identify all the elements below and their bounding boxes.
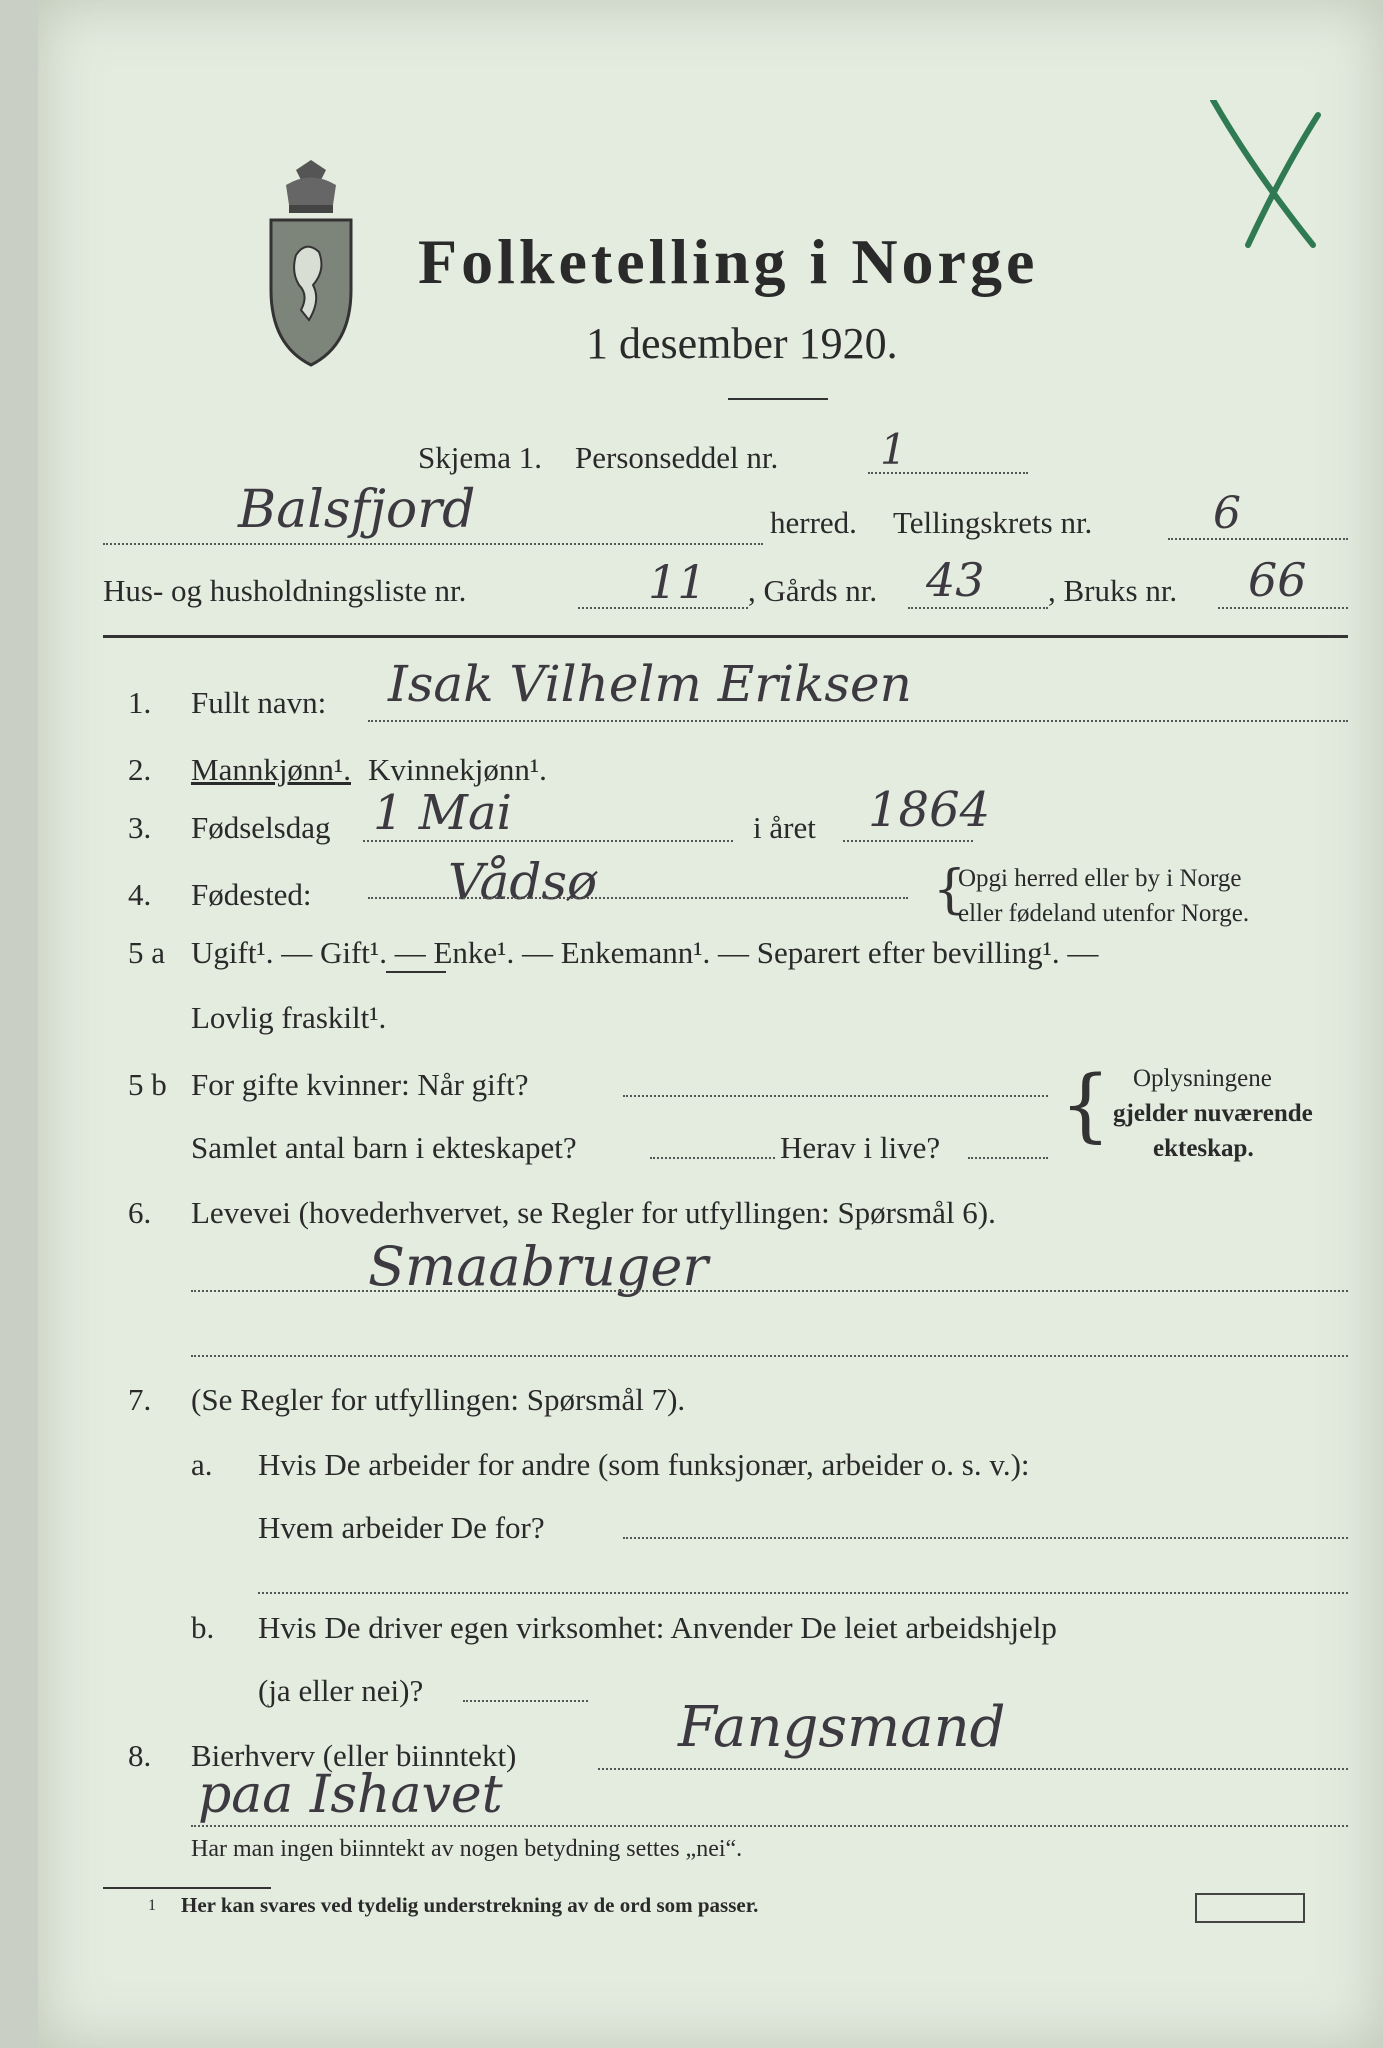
q7a-answer-line-2 [258, 1592, 1348, 1594]
q1-line [368, 720, 1348, 722]
q7b-line-1: Hvis De driver egen virksomhet: Anvender De leiet arbeidshjelp [258, 1610, 1057, 1645]
q2-number: 2. [128, 752, 152, 787]
green-x-mark-icon [1203, 100, 1323, 250]
q5b-line-2 [650, 1157, 775, 1159]
herred-label: herred. [770, 505, 857, 540]
q3-day-line [363, 840, 733, 842]
q7a-line-1: Hvis De arbeider for andre (som funksjonær, arbeider o. s. v.): [258, 1447, 1030, 1482]
q7b-answer-line [463, 1700, 588, 1702]
q7b-letter: b. [191, 1610, 215, 1645]
q5b-number: 5 b [128, 1067, 167, 1102]
q5b-line-3 [968, 1157, 1048, 1159]
q3-year-line [843, 840, 973, 842]
q7-label: (Se Regler for utfyllingen: Spørsmål 7). [191, 1382, 686, 1417]
q8-label: Bierhverv (eller biinntekt) [191, 1738, 517, 1773]
q4-note-1: Opgi herred eller by i Norge [958, 865, 1242, 892]
q6-label: Levevei (hovederhvervet, se Regler for utfyllingen: Spørsmål 6). [191, 1195, 996, 1230]
footnote-mark: 1 [148, 1897, 156, 1914]
personseddel-line [868, 472, 1028, 474]
q3-year-value: 1864 [868, 782, 991, 838]
q5b-note-2: gjelder nuværende [1113, 1100, 1313, 1127]
husliste-label: Hus- og husholdningsliste nr. [103, 573, 467, 608]
tellingskrets-value: 6 [1213, 488, 1241, 539]
q4-note-2: eller fødeland utenfor Norge. [958, 900, 1250, 927]
q4-line [368, 897, 908, 899]
q5b-label-2: Samlet antal barn i ekteskapet? [191, 1130, 577, 1165]
form-title: Folketelling i Norge [418, 226, 1039, 297]
q8-note: Har man ingen biinntekt av nogen betydning settes „nei“. [191, 1836, 743, 1862]
q5b-line-1 [623, 1095, 1048, 1097]
q1-value: Isak Vilhelm Eriksen [388, 655, 912, 713]
tellingskrets-line [1168, 538, 1348, 540]
herred-line [103, 543, 763, 545]
bruks-label: , Bruks nr. [1048, 573, 1178, 608]
form-date: 1 desember 1920. [586, 319, 898, 368]
bruks-value: 66 [1248, 553, 1307, 607]
gards-line [908, 607, 1048, 609]
personseddel-value: 1 [880, 425, 907, 474]
q4-label: Fødested: [191, 877, 312, 912]
q4-number: 4. [128, 877, 152, 912]
printer-stamp-icon [1195, 1893, 1305, 1923]
q5a-number: 5 a [128, 935, 166, 970]
footnote-text: Her kan svares ved tydelig understrekning av de ord som passer. [181, 1893, 759, 1917]
skjema-label: Skjema 1. [418, 440, 542, 475]
gards-label: , Gårds nr. [748, 573, 878, 608]
q7a-line-2: Hvem arbeider De for? [258, 1510, 545, 1545]
q7a-letter: a. [191, 1447, 213, 1482]
q5b-note-3: ekteskap. [1153, 1135, 1254, 1162]
q7-number: 7. [128, 1382, 152, 1417]
gift-underline [386, 971, 446, 973]
gards-value: 43 [926, 553, 985, 607]
q5b-brace: { [1060, 1058, 1111, 1151]
husliste-value: 11 [648, 555, 707, 609]
footnote-rule [103, 1887, 271, 1889]
q4-value: Vådsø [448, 853, 598, 911]
q2-male: Mannkjønn¹. [191, 752, 351, 787]
q8-value-2: paa Ishavet [198, 1765, 503, 1825]
tellingskrets-label: Tellingskrets nr. [893, 505, 1093, 540]
q8-line-1 [598, 1768, 1348, 1770]
q8-value-1: Fangsmand [678, 1695, 1006, 1760]
header-rule [103, 635, 1348, 638]
q5b-label-1: For gifte kvinner: Når gift? [191, 1067, 529, 1102]
q8-number: 8. [128, 1738, 152, 1773]
q8-line-2 [191, 1825, 1348, 1827]
q3-number: 3. [128, 810, 152, 845]
title-divider [728, 398, 828, 400]
q5b-label-3: Herav i live? [780, 1130, 941, 1165]
personseddel-label: Personseddel nr. [575, 440, 779, 475]
husliste-line [578, 607, 748, 609]
q3-label: Fødselsdag [191, 810, 331, 845]
q2-female: Kvinnekjønn¹. [368, 752, 547, 787]
bruks-line [1218, 607, 1348, 609]
q1-label: Fullt navn: [191, 685, 327, 720]
q5a-options-2: Lovlig fraskilt¹. [191, 1000, 387, 1035]
norway-lion-crest-icon [251, 160, 371, 370]
q3-year-label: i året [753, 810, 816, 845]
herred-value: Balsfjord [238, 480, 476, 540]
q5b-note-1: Oplysningene [1133, 1065, 1272, 1092]
q5a-options: Ugift¹. — Gift¹. — Enke¹. — Enkemann¹. — Separert efter bevilling¹. — [191, 935, 1099, 970]
q4-brace: { [933, 860, 967, 920]
q6-line-2 [191, 1355, 1348, 1357]
q3-day-value: 1 Mai [373, 785, 512, 841]
q6-line-1 [191, 1290, 1348, 1292]
census-form [38, 0, 1383, 2048]
q6-value: Smaabruger [368, 1235, 709, 1298]
q1-number: 1. [128, 685, 152, 720]
q7b-line-2: (ja eller nei)? [258, 1673, 424, 1708]
q7a-answer-line-1 [623, 1537, 1348, 1539]
q6-number: 6. [128, 1195, 152, 1230]
